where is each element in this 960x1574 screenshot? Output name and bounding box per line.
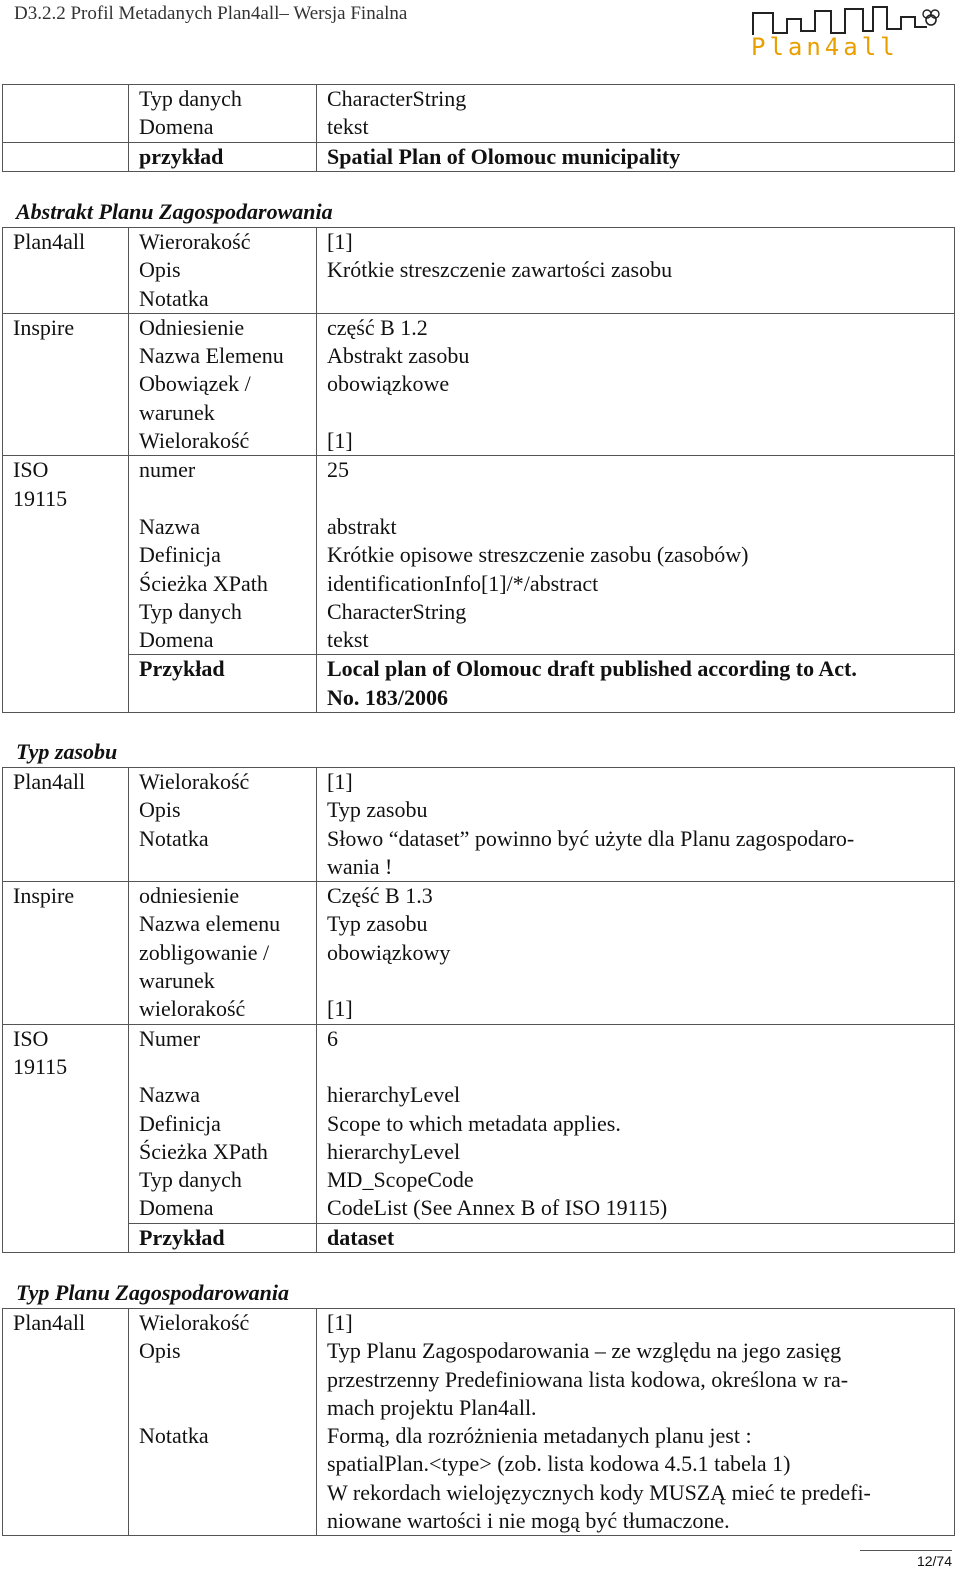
field-value: CharacterString bbox=[327, 598, 467, 624]
field-label: Definicja bbox=[139, 1110, 221, 1136]
field-value: obowiązkowe bbox=[327, 371, 450, 397]
field-label: Nazwa Elemenu bbox=[139, 343, 284, 369]
field-value: Część B 1.3 bbox=[327, 883, 433, 909]
example-value: dataset bbox=[327, 1224, 395, 1250]
example-label: Przykład bbox=[139, 1224, 225, 1250]
field-label: Numer bbox=[139, 1025, 201, 1051]
example-value: Local plan of Olomouc draft published according to Act. bbox=[327, 656, 857, 682]
field-label: Ścieżka XPath bbox=[139, 1138, 268, 1164]
field-label: Domena bbox=[139, 114, 214, 140]
group-label-line2: 19115 bbox=[13, 485, 68, 511]
field-value-line: przestrzenny Predefiniowana lista kodowa, określona w ra- bbox=[327, 1366, 849, 1392]
field-label: Opis bbox=[139, 1338, 181, 1364]
field-label: zobligowanie / bbox=[139, 939, 270, 965]
field-label: Ścieżka XPath bbox=[139, 570, 268, 596]
page-number: 12/74 bbox=[860, 1550, 952, 1569]
field-value-line2: wania ! bbox=[327, 853, 393, 879]
field-label: Definicja bbox=[139, 542, 221, 568]
example-label: Przykład bbox=[139, 656, 225, 682]
field-label: warunek bbox=[139, 968, 215, 994]
field-value: Abstrakt zasobu bbox=[327, 343, 470, 369]
example-label: przykład bbox=[139, 143, 224, 169]
field-value: część B 1.2 bbox=[327, 314, 428, 340]
field-value-line: mach projektu Plan4all. bbox=[327, 1394, 537, 1420]
field-value: MD_ScopeCode bbox=[327, 1167, 474, 1193]
field-label: Typ danych bbox=[139, 86, 242, 111]
field-value: tekst bbox=[327, 114, 369, 140]
field-value: [1] bbox=[327, 229, 353, 254]
field-label: Typ danych bbox=[139, 1167, 242, 1193]
field-label: Notatka bbox=[139, 1423, 209, 1449]
field-value: identificationInfo[1]/*/abstract bbox=[327, 570, 599, 596]
field-value: tekst bbox=[327, 627, 369, 653]
field-value: Krótkie opisowe streszczenie zasobu (zasobów) bbox=[327, 542, 749, 568]
field-value: hierarchyLevel bbox=[327, 1082, 461, 1108]
field-value: Słowo “dataset” powinno być użyte dla Planu zagospodaro- bbox=[327, 825, 855, 851]
field-value: CharacterString bbox=[327, 86, 467, 111]
field-label: numer bbox=[139, 457, 196, 483]
field-label: Notatka bbox=[139, 285, 209, 311]
field-label: Opis bbox=[139, 797, 181, 823]
field-value-line: W rekordach wielojęzycznych kody MUSZĄ mieć te predefi- bbox=[327, 1479, 871, 1505]
field-value: 25 bbox=[327, 457, 349, 483]
group-label: Plan4all bbox=[3, 228, 129, 314]
field-value: abstrakt bbox=[327, 513, 397, 539]
section-title-typ-zasobu: Typ zasobu bbox=[16, 739, 118, 764]
field-value: Krótkie streszczenie zawartości zasobu bbox=[327, 257, 673, 283]
group-label: Plan4all bbox=[3, 768, 129, 882]
field-label: Typ danych bbox=[139, 598, 242, 624]
field-label: Wielorakość bbox=[139, 428, 250, 454]
top-continuation-table bbox=[2, 84, 955, 172]
field-label: warunek bbox=[139, 399, 215, 425]
field-label: odniesienie bbox=[139, 883, 240, 909]
field-label: Wielorakość bbox=[139, 769, 250, 794]
field-value-line: niowane wartości i nie mogą być tłumaczone. bbox=[327, 1508, 730, 1534]
field-label: Domena bbox=[139, 1195, 214, 1221]
field-value: Formą, dla rozróżnienia metadanych planu jest : bbox=[327, 1423, 752, 1449]
field-value: [1] bbox=[327, 428, 353, 454]
field-label: Wielorakość bbox=[139, 1310, 250, 1335]
field-value-line: spatialPlan.<type> (zob. lista kodowa 4.5.1 tabela 1) bbox=[327, 1451, 791, 1477]
group-label: ISO bbox=[13, 1025, 49, 1051]
field-value: [1] bbox=[327, 769, 353, 794]
group-label: Inspire bbox=[3, 882, 129, 1024]
field-value: Typ zasobu bbox=[327, 797, 428, 823]
group-label: Plan4all bbox=[3, 1309, 129, 1536]
field-label: Nazwa bbox=[139, 1082, 201, 1108]
field-value: Scope to which metadata applies. bbox=[327, 1110, 621, 1136]
field-value: obowiązkowy bbox=[327, 939, 451, 965]
page-header bbox=[0, 0, 960, 70]
field-value: 6 bbox=[327, 1025, 338, 1051]
field-value bbox=[327, 967, 954, 995]
field-value: hierarchyLevel bbox=[327, 1138, 461, 1164]
field-label: Wierorakość bbox=[139, 229, 251, 254]
group-label: ISO bbox=[13, 457, 49, 483]
field-value bbox=[327, 285, 954, 313]
field-label: Notatka bbox=[139, 825, 209, 851]
typ-zasobu-table bbox=[2, 767, 955, 1253]
svg-text:Plan4all: Plan4all bbox=[751, 33, 899, 61]
field-label: wielorakość bbox=[139, 996, 246, 1022]
typ-planu-table bbox=[2, 1308, 955, 1536]
field-label: Domena bbox=[139, 627, 214, 653]
field-label: Nazwa elemenu bbox=[139, 911, 281, 937]
document-title: D3.2.2 Profil Metadanych Plan4all– Wersja Finalna bbox=[14, 3, 408, 24]
field-value: Typ Planu Zagospodarowania – ze względu na jego zasięg bbox=[327, 1338, 842, 1364]
field-label: Odniesienie bbox=[139, 314, 245, 340]
field-value: [1] bbox=[327, 996, 353, 1022]
field-label: Opis bbox=[139, 257, 181, 283]
field-value bbox=[327, 399, 954, 427]
example-value-line2: No. 183/2006 bbox=[327, 684, 448, 710]
field-value: [1] bbox=[327, 1310, 353, 1335]
abstrakt-table bbox=[2, 227, 955, 713]
group-label-line2: 19115 bbox=[13, 1053, 68, 1079]
field-label: Obowiązek / bbox=[139, 371, 251, 397]
field-value: CodeList (See Annex B of ISO 19115) bbox=[327, 1195, 668, 1221]
field-label: Nazwa bbox=[139, 513, 201, 539]
field-value: Typ zasobu bbox=[327, 911, 428, 937]
section-title-typ-planu: Typ Planu Zagospodarowania bbox=[16, 1280, 289, 1305]
example-value: Spatial Plan of Olomouc municipality bbox=[327, 143, 681, 169]
section-title-abstrakt: Abstrakt Planu Zagospodarowania bbox=[16, 199, 333, 224]
group-label: Inspire bbox=[3, 313, 129, 455]
plan4all-logo bbox=[745, 3, 945, 61]
